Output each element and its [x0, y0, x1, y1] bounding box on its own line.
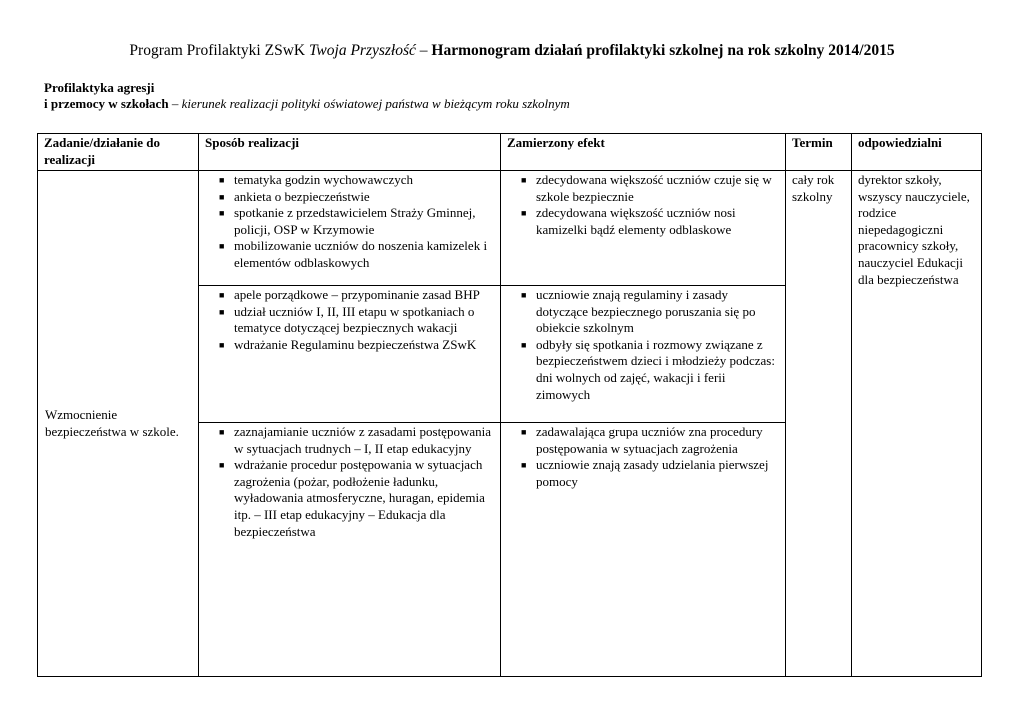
list-item — [205, 189, 494, 206]
title-dash: – — [415, 42, 432, 59]
header-term: Termin — [786, 134, 852, 171]
list-item — [507, 337, 779, 403]
square-bullet-icon: ■ — [521, 175, 527, 185]
effects-cell — [501, 423, 786, 677]
square-bullet-icon: ■ — [219, 175, 225, 185]
square-bullet-icon: ■ — [219, 427, 225, 437]
list-item-text: wdrażanie procedur postępowania w sytuacjach zagrożenia (pożar, podłożenie ładunku, wyładowania atmosferyczne, huragan, epidemia itp. – III etap edukacyjny – Edukacja dla bezpieczeństwa — [234, 457, 485, 539]
list-item-text: odbyły się spotkania i rozmowy związane z bezpieczeństwem dzieci i młodzieży podczas: dni wolnych od zajęć, wakacji i ferii zimowych — [536, 336, 775, 402]
square-bullet-icon: ■ — [219, 191, 225, 202]
table-header-row — [38, 134, 982, 171]
list-item — [507, 424, 779, 457]
list-item — [205, 287, 494, 304]
list-item — [507, 287, 779, 337]
table-row — [38, 171, 982, 286]
list-item-text: spotkanie z przedstawicielem Straży Gminnej, policji, OSP w Krzymowie — [234, 205, 476, 237]
schedule-table — [37, 133, 982, 677]
square-bullet-icon: ■ — [521, 427, 527, 437]
list-item-text: apele porządkowe – przypominanie zasad BHP — [234, 287, 480, 302]
list-item-text: zdecydowana większość uczniów nosi kamizelki bądź elementy odblaskowe — [536, 205, 736, 237]
effects-cell — [501, 171, 786, 286]
section-line2-rest: – kierunek realizacji polityki oświatowej państwa w bieżącym roku szkolnym — [168, 96, 570, 111]
methods-cell — [199, 423, 501, 677]
square-bullet-icon: ■ — [219, 208, 225, 219]
list-item-text: udział uczniów I, II, III etapu w spotkaniach o tematyce dotyczącej bezpiecznych wakacji — [234, 303, 475, 336]
list-item-text: ankieta o bezpieczeństwie — [234, 188, 370, 204]
list-item — [507, 457, 779, 490]
list-item — [507, 205, 779, 238]
effects-cell — [501, 286, 786, 423]
list-item — [205, 424, 494, 457]
square-bullet-icon: ■ — [219, 339, 225, 350]
list-item-text: mobilizowanie uczniów do noszenia kamizelek i elementów odblaskowych — [234, 238, 488, 270]
responsible-cell: dyrektor szkoły, wszyscy nauczyciele, rodzice niepedagogiczni pracownicy szkoły, nauczyciel Edukacji dla bezpieczeństwa — [852, 171, 982, 677]
square-bullet-icon: ■ — [219, 290, 225, 300]
square-bullet-icon: ■ — [219, 460, 225, 471]
program-name: Twoja Przyszłość — [308, 42, 416, 59]
square-bullet-icon: ■ — [521, 290, 527, 300]
section-line1: Profilaktyka agresji — [44, 80, 155, 95]
list-item-text: zadawalająca grupa uczniów zna procedury postępowania w sytuacjach zagrożenia — [536, 424, 763, 456]
title-prefix: Program Profilaktyki ZSwK — [129, 42, 309, 59]
list-item — [205, 172, 494, 189]
list-item — [205, 457, 494, 540]
header-method: Sposób realizacji — [199, 134, 501, 171]
list-item — [205, 337, 494, 354]
list-item — [205, 304, 494, 337]
square-bullet-icon: ■ — [521, 339, 527, 350]
header-effect: Zamierzony efekt — [501, 134, 786, 171]
list-item-text: uczniowie znają zasady udzielania pierwszej pomocy — [536, 457, 769, 489]
square-bullet-icon: ■ — [219, 241, 225, 252]
list-item-text: tematyka godzin wychowawczych — [234, 172, 414, 187]
task-cell: Wzmocnienie bezpieczeństwa w szkole. — [38, 171, 199, 677]
list-item — [205, 205, 494, 238]
section-line2-bold: i przemocy w szkołach — [44, 96, 169, 111]
term-cell: cały rok szkolny — [786, 171, 852, 677]
list-item-text: wdrażanie Regulaminu bezpieczeństwa ZSwK — [234, 336, 477, 352]
header-responsible: odpowiedzialni — [852, 134, 982, 171]
square-bullet-icon: ■ — [521, 208, 527, 219]
header-task: Zadanie/działanie do realizacji — [38, 134, 199, 171]
methods-cell — [199, 286, 501, 423]
list-item-text: zaznajamianie uczniów z zasadami postępowania w sytuacjach trudnych – I, II etap edukacyjny — [234, 424, 491, 456]
list-item-text: zdecydowana większość uczniów czuje się w szkole bezpiecznie — [536, 172, 772, 204]
list-item — [205, 238, 494, 271]
page-title — [0, 42, 1024, 60]
square-bullet-icon: ■ — [219, 306, 225, 317]
list-item-text: uczniowie znają regulaminy i zasady dotyczące bezpiecznego poruszania się po obiekcie szkolnym — [536, 287, 756, 336]
square-bullet-icon: ■ — [521, 460, 527, 471]
list-item — [507, 172, 779, 205]
title-bold: Harmonogram działań profilaktyki szkolnej na rok szkolny 2014/2015 — [431, 42, 895, 59]
methods-cell — [199, 171, 501, 286]
section-heading — [44, 80, 570, 112]
